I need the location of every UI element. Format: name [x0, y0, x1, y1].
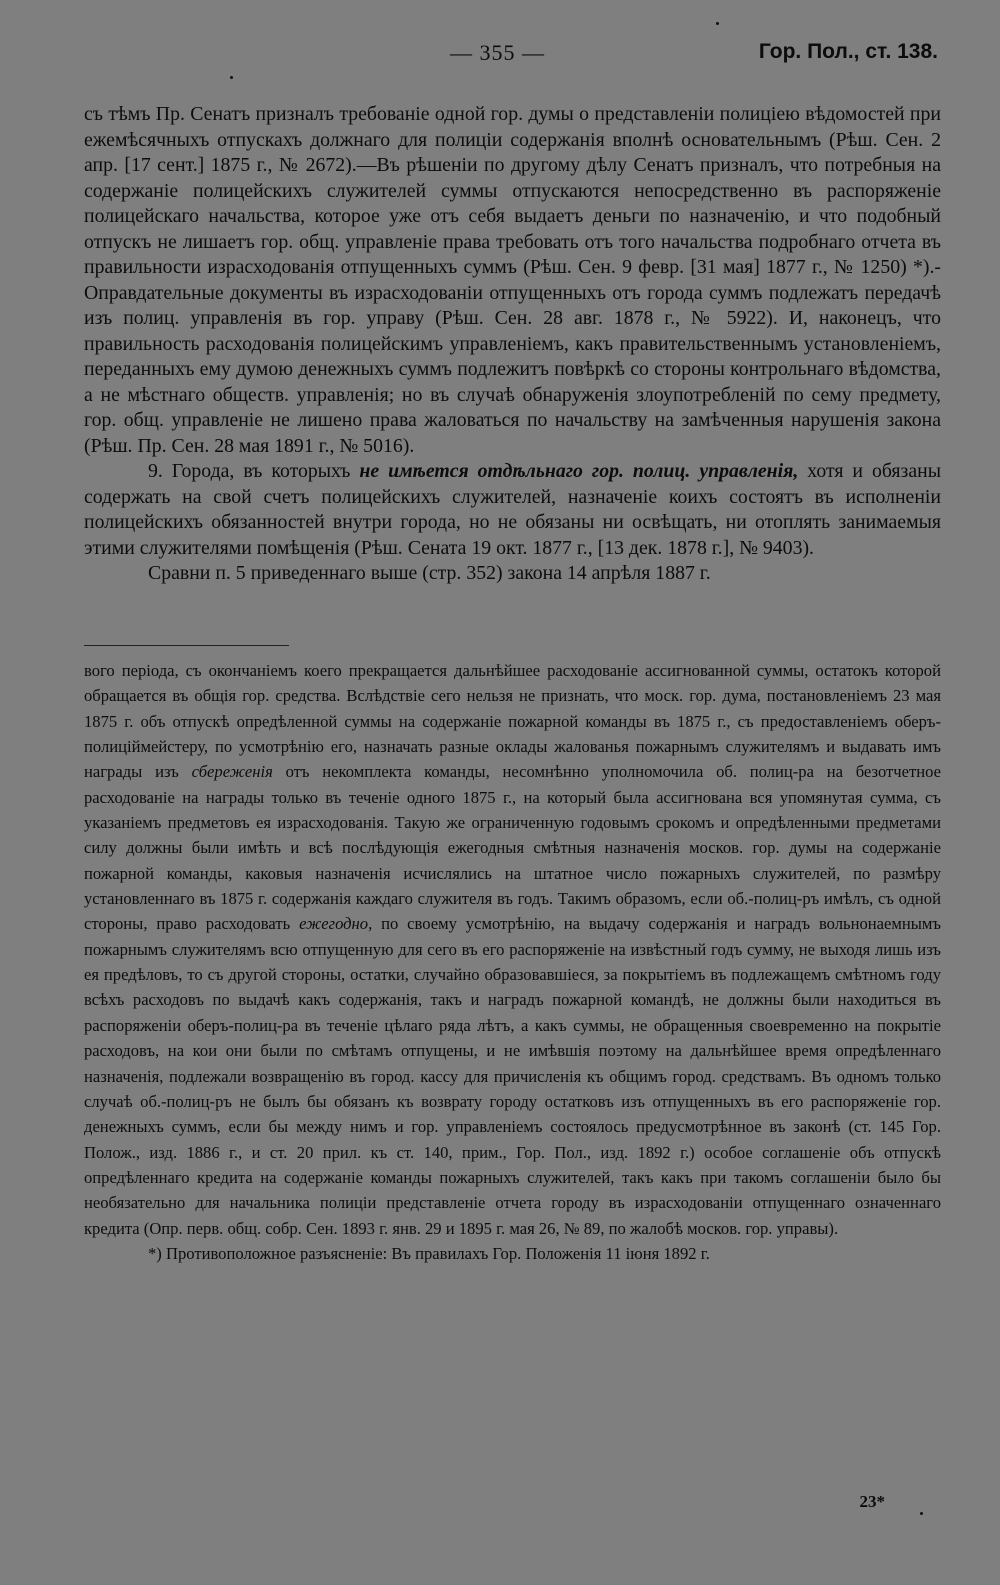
footnote-emphasis-1: сбереженія — [191, 762, 273, 782]
page-header — [0, 40, 1000, 74]
paragraph-9-end: хотя и обязаны содержать на свой счетъ полицейскихъ служителей, назначеніе коихъ состоятъ въ исполненіи полицейскихъ обязанностей внутри города, но не обязаны ни освѣщать, ни отоплять занимаемыя этими служителями помѣщенія (Рѣш. Сената 19 окт. 1877 г., [13 дек. 1878 г.], № 9403). — [84, 460, 942, 559]
paragraph-9 — [84, 459, 941, 561]
page-number: — 355 — — [450, 40, 545, 65]
paragraph-1: съ тѣмъ Пр. Сенатъ призналъ требованіе одной гор. думы о представленіи полиціею вѣдомостей при ежемѣсячныхъ отпускахъ должнаго для полиціи содержанія вполнѣ основательнымъ (Рѣш. Сен. 2 апр. [17 сент.] 1875 г., № 2672).—Въ рѣшеніи по другому дѣлу Сенатъ призналъ, что потребныя на содержаніе полицейскихъ служителей суммы отпускаются непосредственно въ распоряженіе полицейскаго начальства, которое уже отъ себя выдаетъ деньги по назначенію, и что подобный отпускъ не лишаетъ гор. общ. управленіе права требовать отъ того начальства подробнаго отчета въ правильности израсходованія отпущенныхъ суммъ (Рѣш. Сен. 9 февр. [31 мая] 1877 г., № 1250) *).- Оправдательные документы въ израсходованіи отпущенныхъ отъ города суммъ подлежатъ передачѣ изъ полиц. управленія въ гор. управу (Рѣш. Сен. 28 авг. 1878 г., № 5922). И, наконецъ, что правильность расходованія полицейскимъ управленіемъ, какъ правительственнымъ установленіемъ, переданныхъ ему думою денежныхъ суммъ подлежитъ повѣркѣ со стороны контрольнаго вѣдомства, а не мѣстнаго обществ. управленія; но въ случаѣ обнаруженія злоупотребленій по сему предмету, гор. общ. управленіе не лишено права жаловаться по начальству на замѣченныя нарушенія закона (Рѣш. Пр. Сен. 28 мая 1891 г., № 5016). — [84, 103, 941, 457]
footnote-emphasis-2: ежегодно, — [299, 914, 373, 934]
signature-mark: 23* — [859, 1492, 885, 1511]
running-head: Гор. Пол., ст. 138. — [758, 40, 938, 63]
paragraph-compare: Сравни п. 5 приведеннаго выше (стр. 352) закона 14 апрѣля 1887 г. — [148, 562, 711, 584]
footnote-divider — [84, 645, 289, 646]
paragraph-9-emphasis: не имѣется отдѣльнаго гор. полиц. управленія, — [359, 460, 799, 482]
footnote-part-a: вого періода, съ окончаніемъ коего прекращается дальнѣйшее расходованіе ассигнованной суммы, остатокъ которой обращается въ общія гор. средства. Вслѣдствіе сего нельзя не признать, что моск. гор. дума, постановленіемъ 23 мая 1875 г. объ отпускѣ опредѣленной суммы на содержаніе пожарной команды въ 1875 г., съ предоставленіемъ оберъ-полиціймейстеру, по усмотрѣнію его, назначать разные оклады жалованья пожарнымъ служителямъ и выдавать имъ награды изъ — [84, 661, 941, 782]
main-text — [84, 102, 941, 587]
footnote-block — [84, 658, 941, 1266]
footnote-asterisk: *) Противоположное разъясненіе: Въ правилахъ Гор. Положенія 11 іюня 1892 г. — [148, 1243, 710, 1263]
speck-dot — [920, 1512, 923, 1515]
footnote-part-b: отъ некомплекта команды, несомнѣнно уполномочила об. полиц-ра на безотчетное расходованіе на награды только въ теченіе одного 1875 г., на который была ассигнована вся упомянутая сумма, съ указаніемъ предметовъ ея израсходованія. Такую же ограниченную годовымъ срокомъ и опредѣленными предметами силу должны были имѣть и всѣ послѣдующія ежегодныя смѣтныя назначенія москов. гор. думы на содержаніе пожарной команды, каковыя назначенія исчислялись на штатное число пожарныхъ служителей, по размѣру установленнаго въ 1875 г. содержанія каждаго служителя въ годъ. Такимъ образомъ, если об.-полиц-ръ имѣлъ, съ одной стороны, право расходовать — [84, 762, 941, 934]
footnote-continuation — [84, 658, 941, 1241]
footnote-part-c: по своему усмотрѣнію, на выдачу содержанія и наградъ вольнонаемнымъ пожарнымъ служителямъ всю отпущенную для сего въ его распоряженіе на извѣстный годъ сумму, не выходя лишь изъ ея предѣловъ, то съ другой стороны, остатки, случайно образовавшіеся, за покрытіемъ въ подлежащемъ смѣтномъ году всѣхъ расходовъ по выдачѣ какъ содержанія, такъ и наградъ пожарной командѣ, не должны были находиться въ распоряженіи оберъ-полиц-ра въ теченіе цѣлаго ряда лѣтъ, а какъ суммы, не обращенныя своевременно на покрытіе расходовъ, на кои они были по смѣтамъ отпущены, и не имѣвшія поэтому на дальнѣйшее время опредѣленнаго назначенія, подлежали возвращенію въ город. кассу для причисленія къ общимъ город. средствамъ. Въ одномъ только случаѣ об.-полиц-ръ не былъ бы обязанъ къ возврату городу остатковъ изъ отпущенныхъ въ его распоряженіе гор. денежныхъ суммъ, если бы между нимъ и гор. управленіемъ состоялось предусмотрѣнное въ законѣ (ст. 145 Гор. Полож., изд. 1886 г., и ст. 20 прил. къ ст. 140, прим., Гор. Пол., изд. 1892 г.) особое соглашеніе объ отпускѣ опредѣленнаго кредита на содержаніе команды пожарныхъ служителей, такъ какъ при такомъ соглашеніи было бы необязательно для начальника полиціи представленіе отчета городу въ израсходованіи отпущеннаго означеннаго кредита (Опр. перв. общ. собр. Сен. 1893 г. янв. 29 и 1895 г. мая 26, № 89, по жалобѣ москов. гор. управы). — [84, 914, 941, 1238]
speck-dot — [230, 76, 233, 79]
speck-dot — [716, 22, 719, 25]
paragraph-9-start: 9. Города, въ которыхъ — [148, 460, 360, 482]
